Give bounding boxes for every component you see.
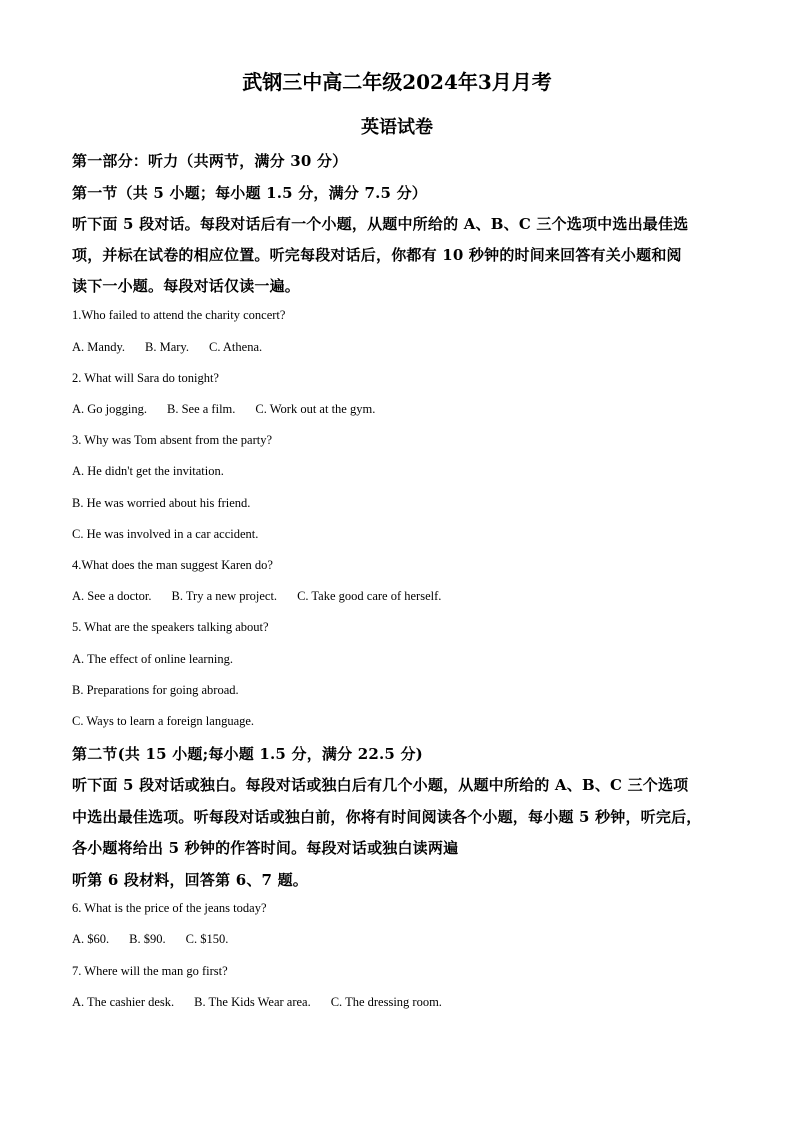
option-b: B. The Kids Wear area. [194, 995, 311, 1009]
section2-instruction-line: 中选出最佳选项。听每段对话或独白前，你将有时间阅读各个小题，每小题 5 秒钟，听完后， [72, 808, 702, 826]
option-b: B. He was worried about his friend. [72, 496, 251, 510]
option-b: B. $90. [129, 932, 166, 946]
question-4-options [72, 589, 441, 604]
question-3: 3. Why was Tom absent from the party? [72, 433, 273, 447]
option-a: A. Mandy. [72, 340, 126, 354]
section1-instruction-line: 项，并标在试卷的相应位置。听完每段对话后，你都有 10 秒钟的时间来回答有关小题和阅 [72, 246, 682, 264]
option-a: A. $60. [72, 932, 110, 946]
question-1-options [72, 340, 262, 355]
question-2-options [72, 402, 375, 417]
section1-instruction-line: 读下一小题。每段对话仅读一遍。 [72, 277, 301, 295]
question-6-options [72, 932, 228, 947]
option-c: C. $150. [185, 932, 229, 946]
option-b: B. Preparations for going abroad. [72, 683, 239, 697]
question-4: 4.What does the man suggest Karen do? [72, 558, 273, 572]
section2-instruction-line: 听下面 5 段对话或独白。每段对话或独白后有几个小题，从题中所给的 A、B、C 三个选项 [72, 776, 689, 794]
option-b: B. Try a new project. [171, 589, 278, 603]
option-a: A. He didn't get the invitation. [72, 464, 224, 478]
option-c: C. Take good care of herself. [297, 589, 442, 603]
option-b: B. Mary. [145, 340, 189, 354]
option-c: C. The dressing room. [330, 995, 442, 1009]
part1-heading: 第一部分：听力（共两节，满分 30 分） [72, 152, 348, 170]
option-c: C. Athena. [209, 340, 263, 354]
option-a: A. Go jogging. [72, 402, 147, 416]
question-7: 7. Where will the man go first? [72, 964, 228, 978]
option-c: C. Work out at the gym. [255, 402, 376, 416]
option-b: B. See a film. [167, 402, 236, 416]
section2-instruction-line: 各小题将给出 5 秒钟的作答时间。每段对话或独白读两遍 [72, 839, 459, 857]
section1-instruction-line: 听下面 5 段对话。每段对话后有一个小题，从题中所给的 A、B、C 三个选项中选出最佳选 [72, 215, 689, 233]
option-c: C. He was involved in a car accident. [72, 527, 259, 541]
question-2: 2. What will Sara do tonight? [72, 371, 219, 385]
section2-heading: 第二节(共 15 小题;每小题 1.5 分，满分 22.5 分) [72, 745, 423, 763]
question-7-options [72, 995, 442, 1010]
question-1: 1.Who failed to attend the charity concert? [72, 308, 286, 322]
question-5: 5. What are the speakers talking about? [72, 620, 269, 634]
material-6-heading: 听第 6 段材料，回答第 6、7 题。 [72, 871, 309, 889]
section1-heading: 第一节（共 5 小题；每小题 1.5 分，满分 7.5 分） [72, 184, 427, 202]
option-a: A. See a doctor. [72, 589, 152, 603]
question-6: 6. What is the price of the jeans today? [72, 901, 267, 915]
option-a: A. The effect of online learning. [72, 652, 233, 666]
exam-title: 武钢三中高二年级2024年3月月考 [242, 70, 552, 94]
option-c: C. Ways to learn a foreign language. [72, 714, 255, 728]
option-a: A. The cashier desk. [72, 995, 175, 1009]
exam-subtitle: 英语试卷 [361, 117, 433, 138]
